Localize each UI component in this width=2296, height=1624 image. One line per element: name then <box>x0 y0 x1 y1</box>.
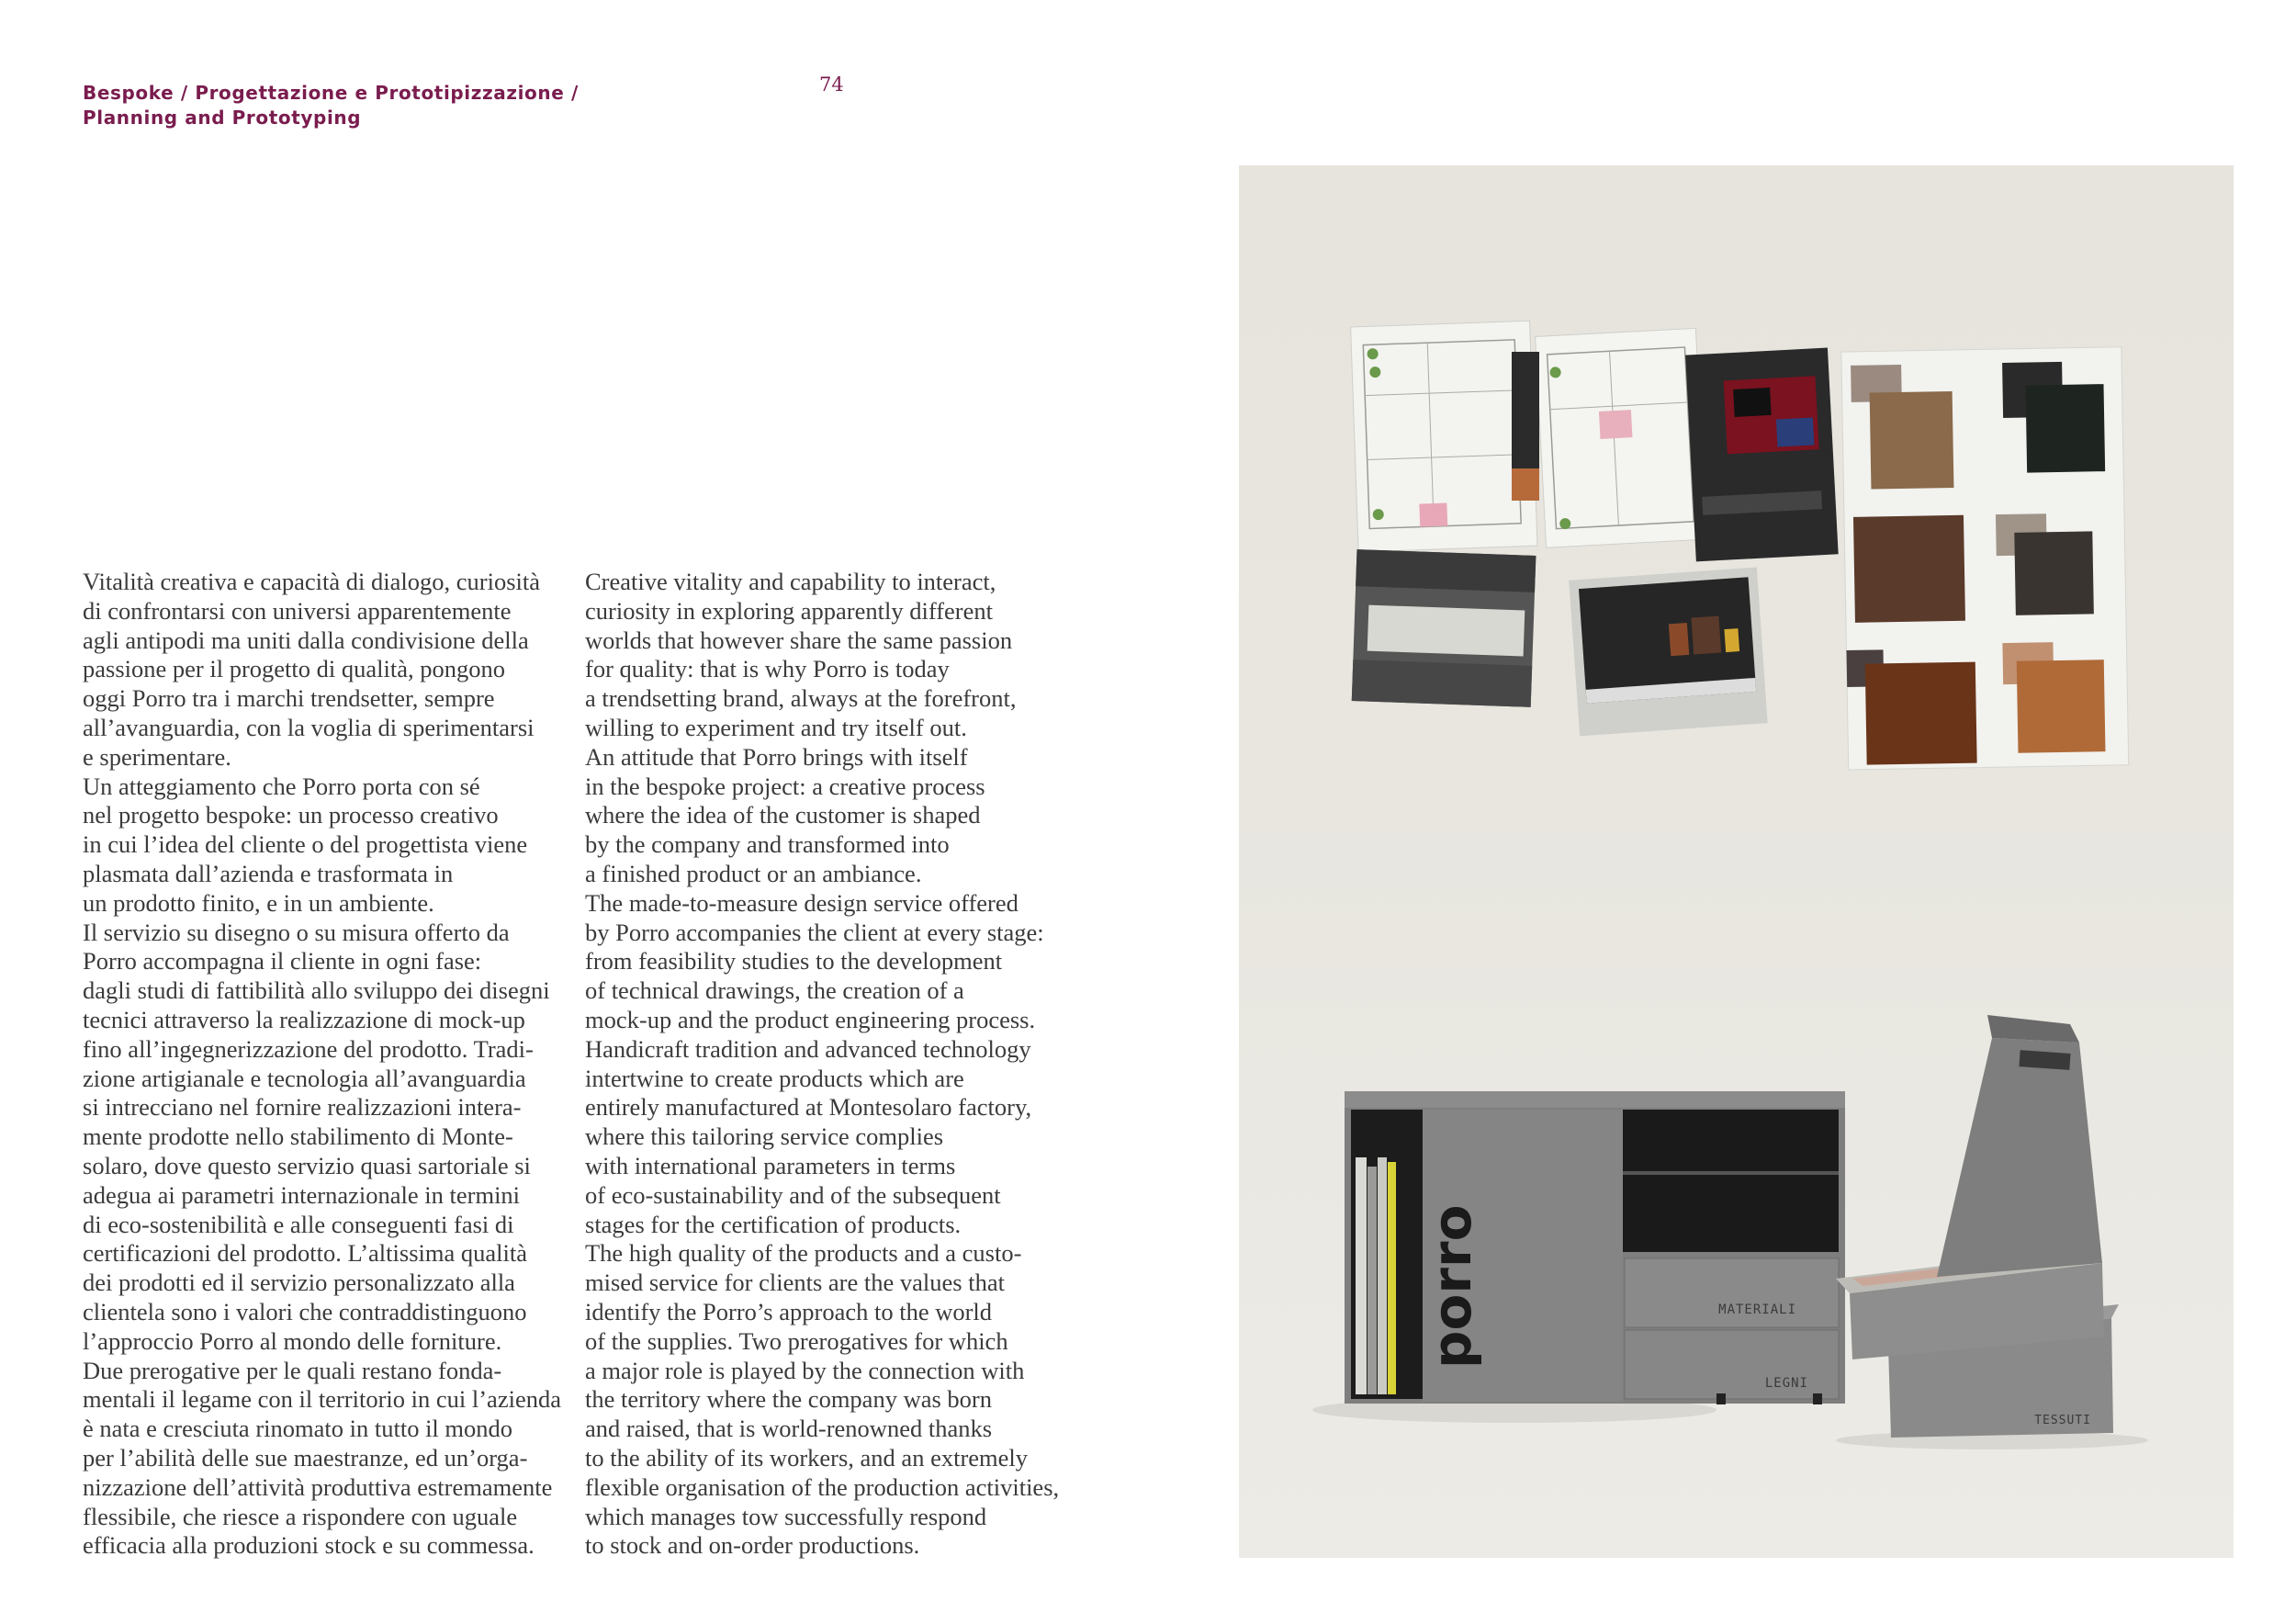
italian-text-line: nizzazione dell’attività produttiva estremamente <box>83 1472 553 1501</box>
italian-text-line: Due prerogative per le quali restano fonda- <box>83 1356 502 1384</box>
italian-text-line: flessibile, che riesce a rispondere con uguale <box>83 1502 518 1530</box>
english-text-line: mock-up and the product engineering process. <box>585 1005 1036 1033</box>
product-photo <box>1239 165 2234 1558</box>
italian-text-line: fino all’ingegnerizzazione del prodotto. Tradi- <box>83 1034 534 1063</box>
italian-text-line: dagli studi di fattibilità allo sviluppo dei disegni <box>83 976 550 1005</box>
english-text-line: stages for the certification of products. <box>585 1210 962 1238</box>
photo-illustration <box>1239 165 2234 1558</box>
section-header <box>83 81 652 130</box>
moodboard <box>1351 321 2129 770</box>
italian-text-line: oggi Porro tra i marchi trendsetter, sempre <box>83 684 495 713</box>
page-number: 74 <box>819 73 844 96</box>
italian-text-line: e sperimentare. <box>83 742 231 771</box>
english-text-line: which manages tow successfully respond <box>585 1502 987 1530</box>
italian-text-line: agli antipodi ma uniti dalla condivisione della <box>83 626 529 654</box>
italian-text-line: efficacia alla produzioni stock e su commessa. <box>83 1531 535 1560</box>
english-text-line: where this tailoring service complies <box>585 1122 944 1151</box>
english-text-line: for quality: that is why Porro is today <box>585 655 950 683</box>
english-text-line: in the bespoke project: a creative process <box>585 772 985 800</box>
italian-text-line: zione artigianale e tecnologia all’avanguardia <box>83 1064 526 1092</box>
english-text-line: flexible organisation of the production activities, <box>585 1472 1060 1501</box>
italian-text-line: un prodotto finito, e in un ambiente. <box>83 888 434 917</box>
english-text-line: entirely manufactured at Montesolaro factory, <box>585 1093 1032 1122</box>
english-text-line: with international parameters in terms <box>585 1151 956 1179</box>
italian-text-line: di eco-sostenibilità e alle conseguenti fasi di <box>83 1210 514 1238</box>
english-text-line: where the idea of the customer is shaped <box>585 801 981 829</box>
italian-text-line: plasmata dall’azienda e trasformata in <box>83 859 454 887</box>
italian-text-line: dei prodotti ed il servizio personalizzato alla <box>83 1269 515 1297</box>
english-text-line: The made-to-measure design service offered <box>585 888 1019 917</box>
header-line-1: Bespoke / Progettazione e Prototipizzazione / <box>83 82 579 104</box>
english-text-line: of technical drawings, the creation of a <box>585 976 964 1005</box>
english-text-line: willing to experiment and try itself out. <box>585 713 967 741</box>
italian-text-line: Vitalità creativa e capacità di dialogo, curiosità <box>83 568 541 595</box>
italian-text-line: si intrecciano nel fornire realizzazioni intera- <box>83 1093 522 1122</box>
english-text-line: and raised, that is world-renowned thanks <box>585 1415 993 1443</box>
english-text-line: Creative vitality and capability to interact, <box>585 568 996 595</box>
header-line-2: Planning and Prototyping <box>83 107 362 129</box>
italian-text-line: all’avanguardia, con la voglia di sperimentarsi <box>83 713 535 741</box>
drawer-label-legni: LEGNI <box>1764 1376 1808 1391</box>
italian-text-line: clientela sono i valori che contraddistinguono <box>83 1297 527 1325</box>
porro-logo: porro <box>1421 1204 1483 1369</box>
english-text-line: mised service for clients are the values that <box>585 1269 1005 1297</box>
english-text-line: of the supplies. Two prerogatives for which <box>585 1326 1008 1355</box>
italian-text-line: passione per il progetto di qualità, pongono <box>83 655 505 683</box>
english-text-line: The high quality of the products and a custo- <box>585 1239 1022 1268</box>
italian-text-line: in cui l’idea del cliente o del progettista viene <box>83 830 528 859</box>
italian-text-line: è nata e cresciuta rinomato in tutto il mondo <box>83 1415 513 1443</box>
box-label-tessuti: TESSUTI <box>2034 1414 2091 1427</box>
english-text-line: by Porro accompanies the client at every stage: <box>585 918 1044 946</box>
english-text-line: to the ability of its workers, and an extremely <box>585 1443 1029 1472</box>
english-text-line: a trendsetting brand, always at the forefront, <box>585 684 1017 713</box>
italian-text-line: nel progetto bespoke: un processo creativo <box>83 801 499 829</box>
sample-case <box>1836 1015 2148 1449</box>
italian-text-line: di confrontarsi con universi apparentemente <box>83 596 512 625</box>
italian-text-line: tecnici attraverso la realizzazione di mock-up <box>83 1005 525 1033</box>
english-text-line: a major role is played by the connection with <box>585 1356 1025 1384</box>
italian-text-line: per l’abilità delle sue maestranze, ed un’orga- <box>83 1443 528 1472</box>
english-text-line: a finished product or an ambiance. <box>585 859 922 887</box>
italian-text-line: adegua ai parametri internazionale in termini <box>83 1180 521 1209</box>
english-text-line: curiosity in exploring apparently different <box>585 596 993 625</box>
italian-text-line: l’approccio Porro al mondo delle forniture. <box>83 1326 502 1355</box>
italian-text-line: certificazioni del prodotto. L’altissima qualità <box>83 1239 527 1268</box>
italian-text-line: Porro accompagna il cliente in ogni fase: <box>83 947 482 976</box>
english-text-line: intertwine to create products which are <box>585 1064 964 1092</box>
english-text-line: identify the Porro’s approach to the world <box>585 1297 993 1325</box>
english-text-line: to stock and on-order productions. <box>585 1531 920 1560</box>
italian-text-column <box>83 568 561 1561</box>
english-text-line: the territory where the company was born <box>585 1385 992 1414</box>
english-text-column <box>585 568 1059 1561</box>
sample-box <box>1312 1091 1845 1423</box>
english-text-line: An attitude that Porro brings with itself <box>585 742 968 771</box>
english-text-line: Handicraft tradition and advanced technology <box>585 1034 1031 1063</box>
english-text-line: by the company and transformed into <box>585 830 950 859</box>
italian-text-line: mentali il legame con il territorio in cui l’azienda <box>83 1385 561 1414</box>
italian-text-line: mente prodotte nello stabilimento di Monte- <box>83 1122 513 1151</box>
english-text-line: from feasibility studies to the development <box>585 947 1003 976</box>
italian-text-line: Un atteggiamento che Porro porta con sé <box>83 772 480 800</box>
italian-text-line: Il servizio su disegno o su misura offerto da <box>83 918 510 946</box>
italian-text-line: solaro, dove questo servizio quasi sartoriale si <box>83 1151 531 1179</box>
english-text-line: of eco-sustainability and of the subsequent <box>585 1180 1001 1209</box>
drawer-label-materiali: MATERIALI <box>1718 1303 1796 1317</box>
english-text-line: worlds that however share the same passion <box>585 626 1013 654</box>
